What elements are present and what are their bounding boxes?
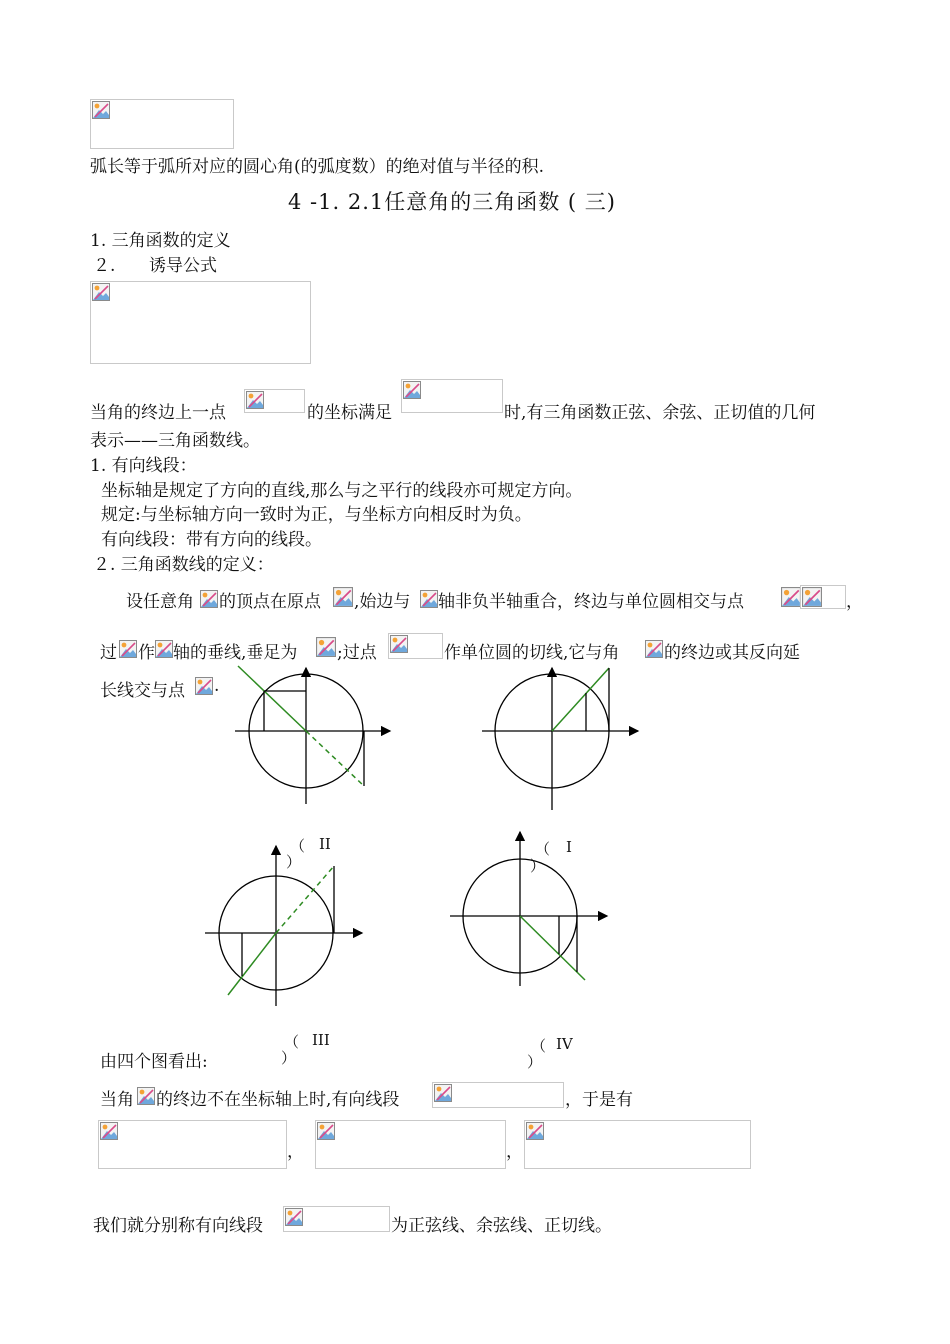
broken-image-icon: [100, 1122, 118, 1140]
quadrant-label-paren: ）: [527, 1053, 543, 1071]
paragraph-text: 由四个图看出:: [100, 1052, 208, 1072]
separator-comma: ，: [506, 1142, 523, 1162]
formula-image: [800, 585, 846, 609]
paragraph-text: 时,有三角函数正弦、余弦、正切值的几何: [504, 403, 816, 423]
paragraph-text: 为正弦线、余弦线、正切线。: [391, 1216, 612, 1236]
paragraph-text: 长线交与点: [100, 681, 185, 701]
quadrant-label-iv: IV: [556, 1035, 573, 1053]
quadrant-label-i: I: [566, 838, 572, 856]
broken-image-icon: [420, 590, 438, 608]
broken-image-icon: [434, 1084, 452, 1102]
broken-image-icon: [316, 637, 336, 657]
formula-image: [98, 1120, 287, 1169]
broken-image-icon: [137, 1087, 155, 1105]
paragraph-text: 的终边不在坐标轴上时,有向线段: [156, 1090, 400, 1110]
quadrant-label-paren: ）: [286, 853, 302, 871]
paragraph-text: 坐标轴是规定了方向的直线,那么与之平行的线段亦可规定方向。: [101, 481, 583, 501]
broken-image-icon: [317, 1122, 335, 1140]
paragraph-text: 过: [100, 643, 117, 663]
outline-item-2-number: ２.: [93, 256, 116, 276]
paragraph-text: 作: [138, 643, 155, 663]
paragraph-text: 的终边或其反向延: [664, 643, 800, 663]
broken-image-icon: [333, 587, 353, 607]
paragraph-text: 轴非负半轴重合，终边与单位圆相交与点: [438, 592, 744, 612]
broken-image-icon: [155, 640, 173, 658]
formula-image: [315, 1120, 506, 1169]
paragraph-text: ,始边与: [354, 592, 411, 612]
unit-circle-diagram-quadrant-4: [445, 830, 615, 990]
broken-image-icon: [403, 381, 421, 399]
arc-length-statement: 弧长等于弧所对应的圆心角(的弧度数）的绝对值与半径的积.: [90, 157, 545, 177]
outline-item-1: 1. 三角函数的定义: [90, 231, 231, 251]
broken-image-icon: [92, 101, 110, 119]
formula-image: [283, 1206, 390, 1232]
broken-image-icon: [802, 587, 822, 607]
paragraph-text: 规定:与坐标轴方向一致时为正，与坐标方向相反时为负。: [101, 505, 532, 525]
unit-circle-diagram-quadrant-3: [200, 840, 370, 1010]
paragraph-text: ，: [846, 592, 863, 612]
paragraph-text: 轴的垂线,垂足为: [173, 643, 298, 663]
quadrant-label-paren: （: [284, 1033, 300, 1051]
paragraph-text: 当角: [100, 1090, 134, 1110]
unit-circle-diagram-quadrant-1: [478, 662, 648, 812]
formula-image: [432, 1082, 564, 1108]
quadrant-label-paren: ）: [281, 1049, 297, 1067]
formula-image: [524, 1120, 751, 1169]
broken-image-icon: [390, 635, 408, 653]
paragraph-text: ;过点: [337, 643, 377, 663]
paragraph-text: 设任意角: [126, 592, 194, 612]
broken-image-icon: [645, 640, 663, 658]
broken-image-icon: [200, 590, 218, 608]
quadrant-label-iii: III: [312, 1031, 330, 1049]
broken-image-icon: [119, 640, 137, 658]
paragraph-text: 当角的终边上一点: [90, 403, 226, 423]
quadrant-label-paren: （: [535, 840, 551, 858]
quadrant-label-paren: （: [290, 837, 306, 855]
formula-image: [401, 379, 503, 413]
paragraph-text: 我们就分别称有向线段: [93, 1216, 263, 1236]
quadrant-label-paren: （: [531, 1037, 547, 1055]
formula-image: [244, 389, 305, 413]
section-heading: 1. 有向线段：: [90, 456, 197, 476]
broken-image-icon: [246, 391, 264, 409]
paragraph-text: 表示——三角函数线。: [90, 431, 260, 451]
formula-image: [90, 99, 234, 149]
quadrant-label-paren: ）: [530, 857, 546, 875]
quadrant-label-ii: II: [319, 835, 331, 853]
section-heading: ２. 三角函数线的定义：: [93, 555, 274, 575]
separator-comma: ，: [287, 1142, 304, 1162]
paragraph-text: 有向线段：带有方向的线段。: [101, 530, 322, 550]
page-title: 4 -1. 2.1任意角的三角函数 ( 三): [288, 190, 616, 214]
formula-image: [388, 633, 443, 659]
paragraph-text: ，于是有: [565, 1090, 633, 1110]
broken-image-icon: [781, 587, 801, 607]
broken-image-icon: [195, 677, 213, 695]
paragraph-text: 的坐标满足: [307, 403, 392, 423]
unit-circle-diagram-quadrant-2: [230, 662, 400, 812]
broken-image-icon: [526, 1122, 544, 1140]
outline-item-2-text: 诱导公式: [149, 256, 217, 276]
broken-image-icon: [285, 1208, 303, 1226]
formula-image: [90, 281, 311, 364]
broken-image-icon: [92, 283, 110, 301]
paragraph-text: 作单位圆的切线,它与角: [444, 643, 620, 663]
paragraph-text: .: [214, 676, 220, 696]
paragraph-text: 的顶点在原点: [219, 592, 321, 612]
